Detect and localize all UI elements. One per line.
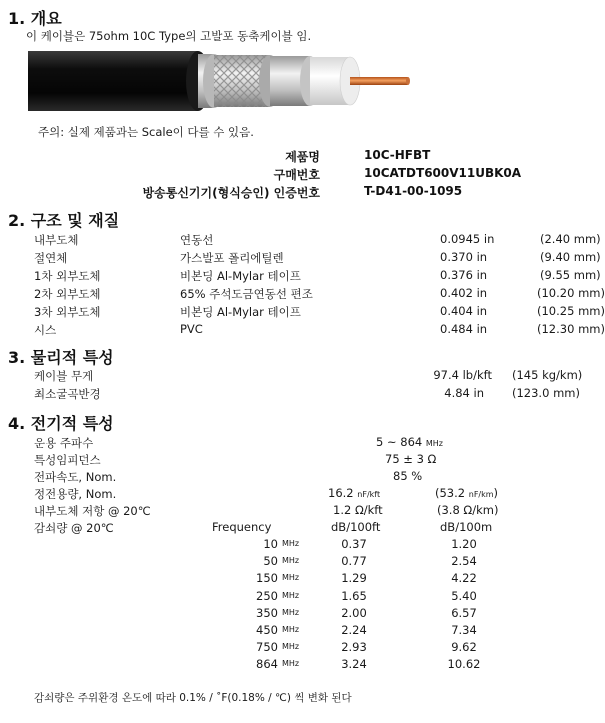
- certification-number-label: 방송통신기기(형식승인) 인증번호: [142, 186, 320, 200]
- capacitance-metric-number: (53.2: [435, 486, 466, 500]
- attenuation-frequency: 50: [263, 554, 278, 569]
- part-material: 65% 주석도금연동선 편조: [180, 287, 313, 301]
- frequency-range-label: 운용 주파수: [34, 436, 94, 450]
- section-4-title: 4. 전기적 특성: [8, 414, 114, 433]
- part-name: 시스: [34, 323, 57, 337]
- part-size-in: 0.0945 in: [440, 232, 495, 246]
- bend-radius-metric: (123.0 mm): [512, 386, 580, 400]
- velocity-label: 전파속도, Nom.: [34, 470, 117, 484]
- capacitance-value: [328, 486, 380, 500]
- attenuation-frequency: 250: [256, 588, 278, 603]
- capacitance-unit: nF/kft: [357, 490, 381, 499]
- bend-radius-value: 4.84 in: [444, 386, 484, 400]
- frequency-range-number: 5 ~ 864: [376, 435, 423, 449]
- section-3-title: 3. 물리적 특성: [8, 348, 114, 367]
- coax-cable-illustration: [28, 45, 448, 117]
- impedance-label: 특성임피던스: [34, 453, 101, 467]
- part-material: 비본딩 Al-Mylar 테이프: [180, 305, 301, 319]
- capacitance-number: 16.2: [328, 486, 354, 500]
- resistance-value: 1.2 Ω/kft: [333, 503, 383, 517]
- part-name: 내부도체: [34, 233, 79, 247]
- part-material: 가스발포 폴리에틸렌: [180, 251, 284, 265]
- attenuation-frequency-unit: MHz: [282, 625, 300, 634]
- part-size-mm: (12.30 mm): [537, 322, 605, 336]
- attenuation-db100m: 5.40: [451, 588, 477, 603]
- resistance-label: 내부도체 저항 @ 20℃: [34, 504, 151, 518]
- part-name: 절연체: [34, 251, 68, 265]
- part-material: 연동선: [180, 233, 214, 247]
- capacitance-metric: [435, 486, 498, 500]
- part-size-in: 0.370 in: [440, 250, 488, 264]
- capacitance-metric-close: ): [493, 486, 499, 500]
- attenuation-label: 감쇠량 @ 20℃: [34, 521, 114, 535]
- part-size-in: 0.404 in: [440, 304, 488, 318]
- part-material: 비본딩 Al-Mylar 테이프: [180, 269, 301, 283]
- attenuation-frequency: 864: [256, 657, 278, 672]
- purchase-number-value: 10CATDT600V11UBK0A: [364, 166, 522, 180]
- part-size-mm: (10.20 mm): [537, 286, 605, 300]
- attenuation-frequency: 150: [256, 571, 278, 586]
- attenuation-frequency: 350: [256, 605, 278, 620]
- attenuation-frequency-unit: MHz: [282, 642, 300, 652]
- attenuation-frequency: 450: [256, 623, 278, 637]
- bend-radius-label: 최소굴곡반경: [34, 387, 101, 401]
- attenuation-db100ft: 2.24: [341, 623, 367, 637]
- velocity-value: 85 %: [393, 469, 423, 483]
- attenuation-db100m: 6.57: [451, 605, 477, 620]
- attenuation-frequency-unit: MHz: [282, 590, 300, 600]
- attenuation-footnote: 감쇠량은 주위환경 온도에 따라 0.1% / ˚F(0.18% / ℃) 씩 변화 된다: [34, 692, 352, 704]
- attenuation-frequency-unit: MHz: [282, 556, 300, 566]
- attenuation-db100ft: 3.24: [341, 657, 367, 672]
- attenuation-frequency-unit: MHz: [282, 607, 300, 617]
- part-size-mm: (9.55 mm): [540, 268, 601, 282]
- attenuation-db100m: 7.34: [451, 623, 477, 637]
- part-name: 2차 외부도체: [34, 287, 101, 301]
- frequency-range-unit: MHz: [425, 439, 443, 448]
- attenuation-db100ft: 1.29: [341, 571, 367, 586]
- purchase-number-label: 구매번호: [273, 168, 320, 182]
- certification-number-value: T-D41-00-1095: [364, 184, 463, 198]
- part-size-mm: (2.40 mm): [540, 232, 601, 246]
- attenuation-db100m: 9.62: [451, 640, 477, 655]
- attenuation-db100ft: 0.37: [341, 537, 367, 551]
- attenuation-frequency-unit: MHz: [282, 539, 300, 548]
- cable-weight-value: 97.4 lb/kft: [433, 368, 492, 382]
- attenuation-db100ft: 2.93: [341, 640, 367, 655]
- attenuation-db100m: 10.62: [447, 657, 481, 672]
- attenuation-col-db100ft: dB/100ft: [331, 520, 381, 534]
- attenuation-col-db100m: dB/100m: [440, 520, 493, 534]
- cable-weight-label: 케이블 무게: [34, 369, 94, 383]
- cable-weight-metric: (145 kg/km): [512, 368, 583, 382]
- product-name-label: 제품명: [285, 150, 320, 164]
- attenuation-frequency-unit: MHz: [282, 573, 300, 583]
- attenuation-col-frequency: Frequency: [212, 520, 272, 534]
- attenuation-frequency-unit: MHz: [282, 659, 300, 669]
- frequency-range-value: [376, 435, 443, 449]
- product-name-value: 10C-HFBT: [364, 148, 431, 162]
- part-size-in: 0.376 in: [440, 268, 488, 282]
- part-size-in: 0.484 in: [440, 322, 488, 336]
- attenuation-frequency: 750: [256, 640, 278, 655]
- attenuation-frequency: 10: [263, 537, 278, 551]
- part-size-mm: (9.40 mm): [540, 250, 601, 264]
- capacitance-metric-unit: nF/km: [468, 490, 494, 499]
- section-1-title: 1. 개요: [8, 9, 62, 28]
- part-name: 1차 외부도체: [34, 269, 101, 283]
- impedance-value: 75 ± 3 Ω: [385, 452, 437, 466]
- overview-description: 이 케이블은 75ohm 10C Type의 고발포 동축케이블 임.: [26, 29, 312, 43]
- capacitance-label: 정전용량, Nom.: [34, 487, 117, 501]
- part-name: 3차 외부도체: [34, 305, 101, 319]
- section-2-title: 2. 구조 및 재질: [8, 211, 120, 230]
- attenuation-db100m: 2.54: [451, 554, 477, 569]
- attenuation-db100m: 1.20: [451, 537, 477, 551]
- part-size-mm: (10.25 mm): [537, 304, 605, 318]
- scale-note: 주의: 실제 제품과는 Scale이 다를 수 있음.: [38, 125, 254, 139]
- attenuation-db100ft: 0.77: [341, 554, 367, 569]
- attenuation-db100ft: 1.65: [341, 588, 367, 603]
- part-size-in: 0.402 in: [440, 286, 488, 300]
- attenuation-db100ft: 2.00: [341, 605, 367, 620]
- resistance-metric: (3.8 Ω/km): [437, 503, 499, 517]
- part-material: PVC: [180, 322, 203, 336]
- attenuation-db100m: 4.22: [451, 571, 477, 586]
